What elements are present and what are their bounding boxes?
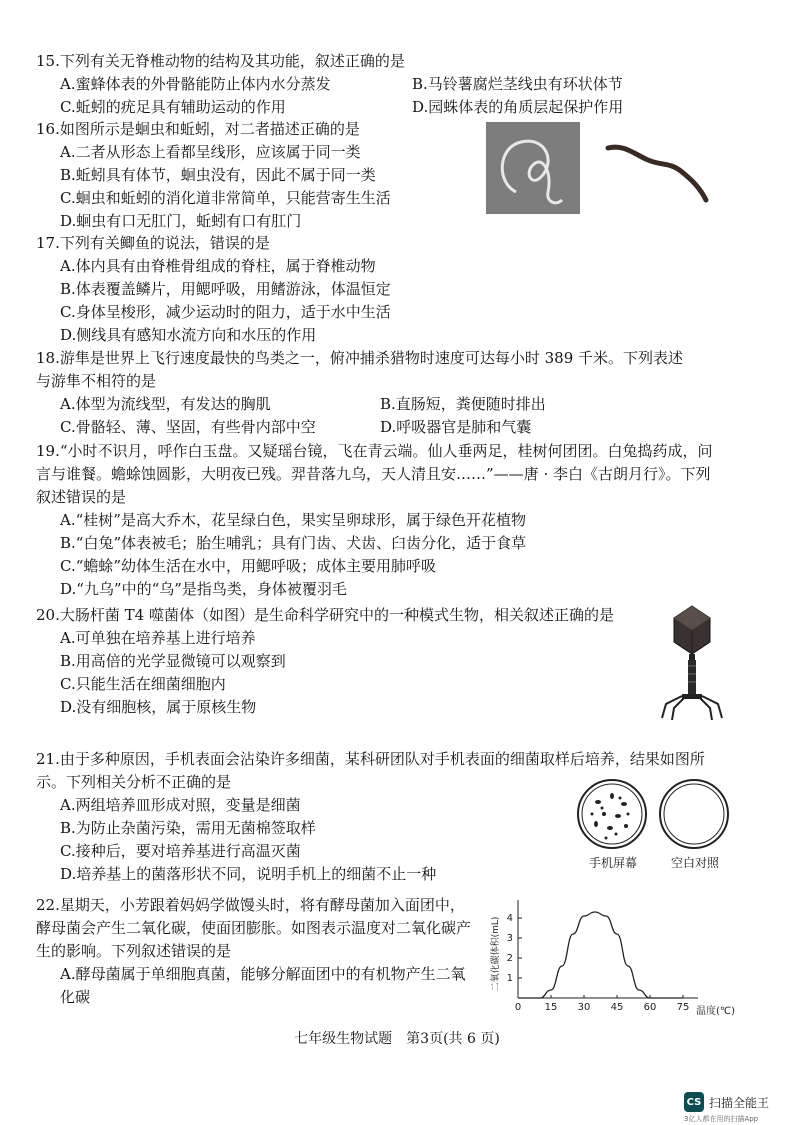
option-c: C.“蟾蜍”幼体生活在水中，用鳃呼吸；成体主要用肺呼吸	[60, 557, 437, 575]
scanner-app-name: 扫描全能王	[709, 1095, 770, 1110]
question-stem: 17.下列有关鲫鱼的说法，错误的是	[36, 234, 270, 252]
chart-x-tick-label: 0	[514, 1002, 522, 1013]
option-b: B.蚯蚓具有体节，蛔虫没有，因此不属于同一类	[60, 166, 376, 184]
option-c: C.骨骼轻、薄、坚固，有些骨内部中空	[60, 418, 316, 436]
option-d: D.侧线具有感知水流方向和水压的作用	[60, 326, 317, 344]
question-stem: 15.下列有关无脊椎动物的结构及其功能，叙述正确的是	[36, 52, 405, 70]
option-c: C.只能生活在细菌细胞内	[60, 675, 226, 693]
option-d: D.没有细胞核，属于原核生物	[60, 698, 257, 716]
option-c: C.蚯蚓的疣足具有辅助运动的作用	[60, 98, 286, 116]
chart-ylabel: 二氧化碳体积(mL)	[491, 916, 501, 992]
option-a: A.蜜蜂体表的外骨骼能防止体内水分蒸发	[60, 75, 331, 93]
option-b: B.体表覆盖鳞片，用鳃呼吸，用鳍游泳，体温恒定	[60, 280, 391, 298]
option-c: C.蛔虫和蚯蚓的消化道非常简单，只能营寄生生活	[60, 189, 391, 207]
option-a: A.“桂树”是高大乔木，花呈绿白色，果实呈卵球形，属于绿色开花植物	[60, 511, 526, 529]
earthworm-photo	[604, 140, 710, 204]
question-16	[36, 118, 391, 233]
option-a: A.两组培养皿形成对照，变量是细菌	[60, 796, 301, 814]
option-a: A.体内具有由脊椎骨组成的脊柱，属于脊椎动物	[60, 257, 376, 275]
question-stem: 19.“小时不识月，呼作白玉盘。又疑瑶台镜，飞在青云端。仙人垂两足，桂树何团团。白兔捣药成，问言与谁餐。蟾蜍蚀圆影，大明夜已残。羿昔落九乌，天人清且安……”——唐 · 李白《古朗月行》。下列叙述错误的是	[36, 442, 713, 506]
chart-series-line	[518, 912, 683, 998]
petri-dish-blank	[658, 778, 730, 850]
question-15	[36, 50, 623, 119]
page-footer: 七年级生物试题 第3页(共 6 页)	[294, 1031, 500, 1047]
option-d: D.呼吸器官是肺和气囊	[380, 418, 532, 436]
chart-x-tick-label: 60	[643, 1002, 657, 1013]
chart-x-tick-label: 30	[577, 1002, 591, 1013]
option-d: D.蛔虫有口无肛门，蚯蚓有口有肛门	[60, 212, 302, 230]
co2-temperature-chart	[484, 894, 754, 1022]
chart-y-tick-label: 4	[506, 913, 513, 924]
option-d: D.园蛛体表的角质层起保护作用	[412, 98, 624, 116]
question-22	[36, 894, 472, 1009]
question-stem: 16.如图所示是蛔虫和蚯蚓，对二者描述正确的是	[36, 120, 360, 138]
roundworm-photo	[486, 122, 580, 214]
question-19	[36, 440, 716, 601]
option-b: B.用高倍的光学显微镜可以观察到	[60, 652, 286, 670]
scanner-watermark	[684, 1092, 770, 1123]
option-c: C.身体呈梭形，减少运动时的阻力，适于水中生活	[60, 303, 391, 321]
chart-xlabel: 温度(℃)	[696, 1006, 736, 1017]
question-stem: 21.由于多种原因，手机表面会沾染许多细菌，某科研团队对手机表面的细菌取样后培养，结果如图所示。下列相关分析不正确的是	[36, 750, 705, 791]
question-17	[36, 232, 391, 347]
option-b: B.直肠短，粪便随时排出	[380, 395, 546, 413]
option-b: B.为防止杂菌污染，需用无菌棉签取样	[60, 819, 316, 837]
chart-x-tick-label: 45	[610, 1002, 624, 1013]
option-b: B.马铃薯腐烂茎线虫有环状体节	[412, 75, 623, 93]
question-stem: 22.星期天，小芳跟着妈妈学做馒头时，将有酵母菌加入面团中，酵母菌会产生二氧化碳，使面团膨胀。如图表示温度对二氧化碳产生的影响。下列叙述错误的是	[36, 896, 472, 960]
chart-x-tick-label: 15	[544, 1002, 558, 1013]
chart-y-tick-label: 1	[506, 973, 513, 984]
option-a: A.二者从形态上看都呈线形，应该属于同一类	[60, 143, 361, 161]
option-d: D.“九乌”中的“乌”是指鸟类，身体被覆羽毛	[60, 580, 347, 598]
chart-y-tick-label: 3	[506, 933, 513, 944]
option-d: D.培养基上的菌落形状不同，说明手机上的细菌不止一种	[60, 865, 437, 883]
chart-y-tick-label: 2	[506, 953, 513, 964]
t4-phage-illustration	[654, 604, 730, 720]
chart-x-tick-label: 75	[676, 1002, 690, 1013]
petri-dish-phone	[576, 778, 648, 850]
option-a: A.体型为流线型，有发达的胸肌	[60, 395, 271, 413]
question-stem: 20.大肠杆菌 T4 噬菌体（如图）是生命科学研究中的一种模式生物，相关叙述正确的是	[36, 606, 614, 624]
option-a: A.酵母菌属于单细胞真菌，能够分解面团中的有机物产生二氧化碳	[60, 965, 466, 1006]
question-stem: 18.游隼是世界上飞行速度最快的鸟类之一，俯冲捕杀猎物时速度可达每小时 389 千米。下列表述与游隼不相符的是	[36, 349, 684, 390]
camscanner-logo: CS	[684, 1092, 704, 1112]
scanner-tagline: 3亿人都在用的扫描App	[684, 1115, 759, 1123]
option-c: C.接种后，要对培养基进行高温灭菌	[60, 842, 301, 860]
option-a: A.可单独在培养基上进行培养	[60, 629, 256, 647]
question-20	[36, 604, 648, 719]
dish-label-phone: 手机屏幕	[588, 856, 637, 870]
question-18	[36, 347, 684, 439]
option-b: B.“白兔”体表被毛；胎生哺乳；具有门齿、犬齿、臼齿分化，适于食草	[60, 534, 527, 552]
dish-label-blank: 空白对照	[670, 856, 719, 870]
